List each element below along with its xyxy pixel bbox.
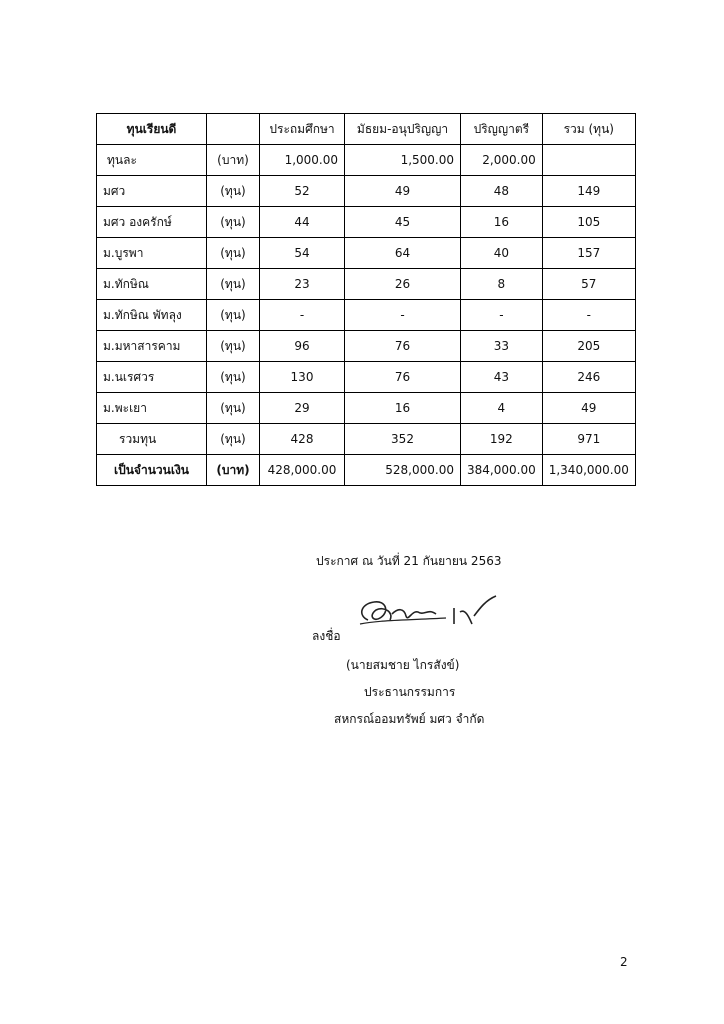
table-cell: ม.ทักษิณ — [97, 269, 207, 300]
table-cell: 29 — [260, 393, 345, 424]
table-cell: 49 — [345, 176, 461, 207]
table-cell: มศว — [97, 176, 207, 207]
signer-title: ประธานกรรมการ — [364, 685, 456, 699]
table-cell: มศว องครักษ์ — [97, 207, 207, 238]
table-cell: 57 — [542, 269, 635, 300]
sign-label: ลงชื่อ — [312, 629, 341, 643]
table-row — [97, 269, 636, 300]
table-cell: 352 — [345, 424, 461, 455]
table-cell: (ทุน) — [207, 331, 260, 362]
table-cell: (บาท) — [207, 455, 260, 486]
table-cell: 44 — [260, 207, 345, 238]
table-cell: 105 — [542, 207, 635, 238]
table-cell: 16 — [461, 207, 543, 238]
header-cell: ปริญญาตรี — [461, 114, 543, 145]
table-cell: (ทุน) — [207, 269, 260, 300]
header-cell: มัธยม-อนุปริญญา — [345, 114, 461, 145]
table-cell: 205 — [542, 331, 635, 362]
table-cell: ม.นเรศวร — [97, 362, 207, 393]
table-cell: 76 — [345, 331, 461, 362]
table-cell: 76 — [345, 362, 461, 393]
table-cell: ม.พะเยา — [97, 393, 207, 424]
scholarship-table — [96, 113, 636, 486]
table-cell: 1,500.00 — [345, 145, 461, 176]
table-cell: - — [542, 300, 635, 331]
amount-row — [97, 455, 636, 486]
table-row — [97, 300, 636, 331]
announcement-date: ประกาศ ณ วันที่ 21 กันยายน 2563 — [316, 554, 502, 568]
table-cell: 428,000.00 — [260, 455, 345, 486]
table-cell: 26 — [345, 269, 461, 300]
table-cell: 428 — [260, 424, 345, 455]
table-cell: 33 — [461, 331, 543, 362]
table-cell: (ทุน) — [207, 362, 260, 393]
table-cell: 384,000.00 — [461, 455, 543, 486]
table-cell: 192 — [461, 424, 543, 455]
table-cell: 528,000.00 — [345, 455, 461, 486]
table-cell: 43 — [461, 362, 543, 393]
table-header-row — [97, 114, 636, 145]
table-cell: (ทุน) — [207, 393, 260, 424]
table-cell: 40 — [461, 238, 543, 269]
table-cell: (ทุน) — [207, 300, 260, 331]
table-cell: 149 — [542, 176, 635, 207]
table-cell: 2,000.00 — [461, 145, 543, 176]
table-cell: (ทุน) — [207, 238, 260, 269]
table-cell: 64 — [345, 238, 461, 269]
table-cell: - — [461, 300, 543, 331]
table-cell: 130 — [260, 362, 345, 393]
table-cell: 48 — [461, 176, 543, 207]
table-row — [97, 362, 636, 393]
table-cell: 52 — [260, 176, 345, 207]
table-cell: 246 — [542, 362, 635, 393]
header-cell — [207, 114, 260, 145]
organization-name: สหกรณ์ออมทรัพย์ มศว จำกัด — [334, 712, 485, 726]
table-cell: - — [260, 300, 345, 331]
table-cell: ม.ทักษิณ พัทลุง — [97, 300, 207, 331]
table-cell: 54 — [260, 238, 345, 269]
table-cell: 45 — [345, 207, 461, 238]
table-cell: 23 — [260, 269, 345, 300]
table-row — [97, 176, 636, 207]
header-cell: ประถมศึกษา — [260, 114, 345, 145]
signer-name: (นายสมชาย ไกรสังข์) — [346, 658, 460, 672]
table-cell: (ทุน) — [207, 424, 260, 455]
table-cell: 4 — [461, 393, 543, 424]
table-cell — [542, 145, 635, 176]
table-cell: 1,000.00 — [260, 145, 345, 176]
table-cell: - — [345, 300, 461, 331]
table-cell: 96 — [260, 331, 345, 362]
table-cell: เป็นจำนวนเงิน — [97, 455, 207, 486]
table-row — [97, 238, 636, 269]
table-cell: รวมทุน — [97, 424, 207, 455]
table-cell: ทุนละ — [97, 145, 207, 176]
table-cell: ม.มหาสารคาม — [97, 331, 207, 362]
table-cell: (ทุน) — [207, 207, 260, 238]
header-cell: ทุนเรียนดี — [97, 114, 207, 145]
rate-row — [97, 145, 636, 176]
table-cell: 8 — [461, 269, 543, 300]
signature-image — [350, 590, 500, 640]
header-cell: รวม (ทุน) — [542, 114, 635, 145]
table-cell: 157 — [542, 238, 635, 269]
table-cell: 1,340,000.00 — [542, 455, 635, 486]
table-cell: 971 — [542, 424, 635, 455]
table-cell: 49 — [542, 393, 635, 424]
page-number: 2 — [620, 955, 628, 969]
table-row — [97, 393, 636, 424]
total-row — [97, 424, 636, 455]
table-cell: ม.บูรพา — [97, 238, 207, 269]
table-cell: 16 — [345, 393, 461, 424]
table-row — [97, 207, 636, 238]
table-cell: (บาท) — [207, 145, 260, 176]
table-row — [97, 331, 636, 362]
table-cell: (ทุน) — [207, 176, 260, 207]
